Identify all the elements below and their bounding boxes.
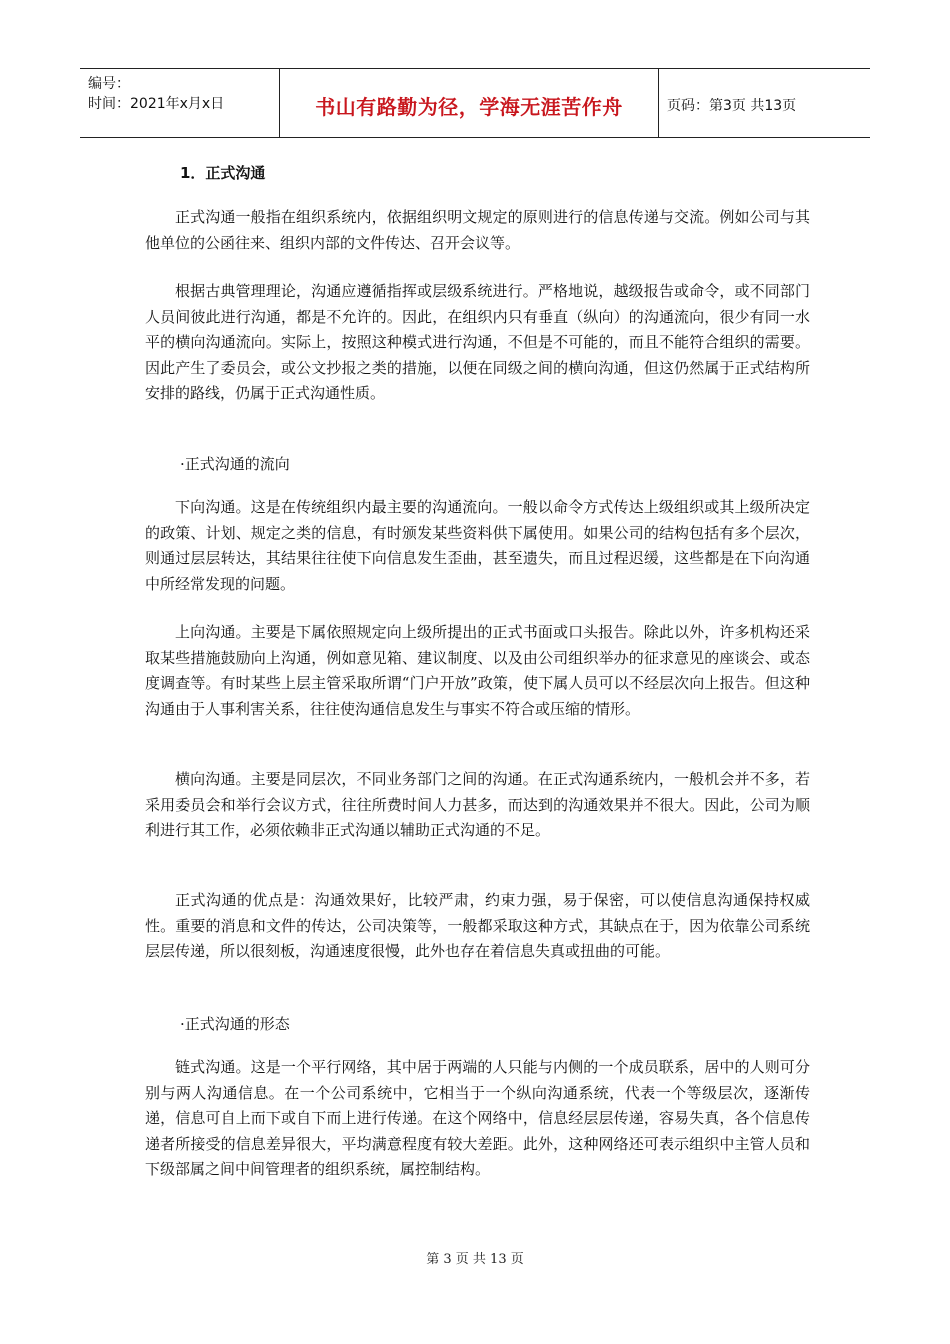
paragraph-classical-theory: 根据古典管理理论，沟通应遵循指挥或层级系统进行。严格地说，越级报告或命令，或不同部门人员间彼此进行沟通，都是不允许的。因此，在组织内只有垂直（纵向）的沟通流向，很少有同一水平的横向沟通流向。实际上，按照这种模式进行沟通，不但是不可能的，而且不能符合组织的需要。因此产生了委员会，或公文抄报之类的措施，以便在同级之间的横向沟通，但这仍然属于正式结构所安排的路线，仍属于正式沟通性质。: [145, 282, 810, 402]
paragraph-downward: 下向沟通。这是在传统组织内最主要的沟通流向。一般以命令方式传达上级组织或其上级所决定的政策、计划、规定之类的信息，有时颁发某些资料供下属使用。如果公司的结构包括有多个层次，则通过层层转达，其结果往往使下向信息发生歪曲，甚至遗失，而且过程迟缓，这些都是在下向沟通中所经常发现的问题。: [145, 498, 810, 593]
header-right-cell: [659, 69, 870, 137]
paragraph-advantages: 正式沟通的优点是：沟通效果好，比较严肃，约束力强，易于保密，可以使信息沟通保持权威性。重要的消息和文件的传达，公司决策等，一般都采取这种方式，其缺点在于，因为依靠公司系统层层传递，所以很刻板，沟通速度很慢，此外也存在着信息失真或扭曲的可能。: [145, 891, 810, 960]
subheading-forms: ·正式沟通的形态: [180, 1015, 290, 1033]
motto-text: 书山有路勤为径，学海无涯苦作舟: [315, 95, 623, 119]
number-label: 编号：: [88, 76, 130, 92]
paragraph-chain: 链式沟通。这是一个平行网络，其中居于两端的人只能与内侧的一个成员联系，居中的人则可分别与两人沟通信息。在一个公司系统中，它相当于一个纵向沟通系统，代表一个等级层次，逐渐传递，信息可自上而下或自下而上进行传递。在这个网络中，信息经层层传递，容易失真，各个信息传递者所接受的信息差异很大，平均满意程度有较大差距。此外，这种网络还可表示组织中主管人员和下级部属之间中间管理者的组织系统，属控制结构。: [145, 1058, 810, 1178]
date-label: 时间：2021年x月x日: [88, 96, 225, 112]
page-info: 页码：第3页 共13页: [667, 98, 797, 114]
page-footer: 第 3 页 共 13 页: [426, 1252, 524, 1267]
header-left-cell: [80, 69, 280, 137]
paragraph-upward: 上向沟通。主要是下属依照规定向上级所提出的正式书面或口头报告。除此以外，许多机构还采取某些措施鼓励向上沟通，例如意见箱、建议制度、以及由公司组织举办的征求意见的座谈会、或态度调查等。有时某些上层主管采取所谓“门户开放”政策，使下属人员可以不经层次向上报告。但这种沟通由于人事利害关系，往往使沟通信息发生与事实不符合或压缩的情形。: [145, 623, 810, 718]
section-heading: 1．正式沟通: [180, 164, 266, 182]
paragraph-definition: 正式沟通一般指在组织系统内，依据组织明文规定的原则进行的信息传递与交流。例如公司与其他单位的公函往来、组织内部的文件传达、召开会议等。: [145, 208, 810, 252]
page-header: [80, 68, 870, 138]
paragraph-horizontal: 横向沟通。主要是同层次，不同业务部门之间的沟通。在正式沟通系统内，一般机会并不多，若采用委员会和举行会议方式，往往所费时间人力甚多，而达到的沟通效果并不很大。因此，公司为顺利进行其工作，必须依赖非正式沟通以辅助正式沟通的不足。: [145, 770, 810, 839]
subheading-flow: ·正式沟通的流向: [180, 455, 290, 473]
header-middle-cell: [280, 69, 659, 137]
